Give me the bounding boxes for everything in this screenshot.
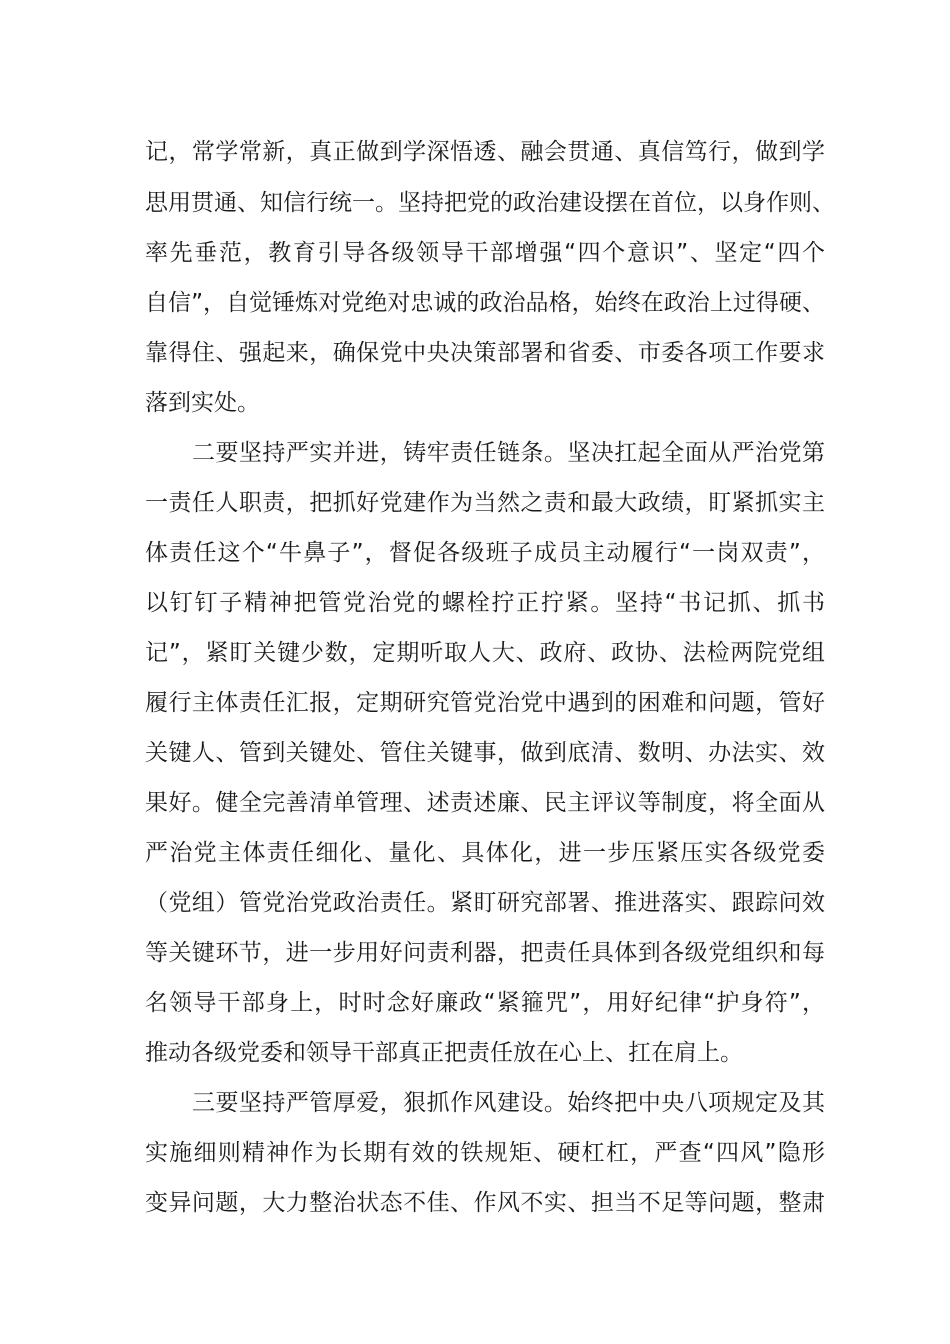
paragraph-first-line: 三要坚持严管厚爱，狠抓作风建设。始终把中央八项规定及其 — [192, 1090, 825, 1116]
text-line: 记，常学常新，真正做到学深悟透、融会贯通、真信笃行，做到学 — [145, 139, 825, 165]
text-line: 实施细则精神作为长期有效的铁规矩、硬杠杠，严查“四风”隐形 — [145, 1140, 825, 1166]
text-line: 靠得住、强起来，确保党中央决策部署和省委、市委各项工作要求 — [145, 340, 825, 366]
text-line: （党组）管党治党政治责任。紧盯研究部署、推进落实、跟踪问效 — [145, 890, 825, 916]
text-line: 果好。健全完善清单管理、述责述廉、民主评议等制度，将全面从 — [145, 790, 825, 816]
text-line: 名领导干部身上，时时念好廉政“紧箍咒”，用好纪律“护身符”， — [145, 990, 825, 1016]
text-line: 记”，紧盯关键少数，定期听取人大、政府、政协、法检两院党组 — [145, 640, 825, 666]
text-line: 落到实处。 — [145, 390, 260, 416]
text-line: 推动各级党委和领导干部真正把责任放在心上、扛在肩上。 — [145, 1040, 743, 1066]
text-line: 自信”，自觉锤炼对党绝对忠诚的政治品格，始终在政治上过得硬、 — [145, 290, 825, 316]
text-line: 一责任人职责，把抓好党建作为当然之责和最大政绩，盯紧抓实主 — [145, 490, 825, 516]
text-line: 履行主体责任汇报，定期研究管党治党中遇到的困难和问题，管好 — [145, 690, 825, 716]
text-line: 关键人、管到关键处、管住关键事，做到底清、数明、办法实、效 — [145, 740, 825, 766]
text-line: 率先垂范，教育引导各级领导干部增强“四个意识”、坚定“四个 — [145, 240, 825, 266]
text-line: 以钉钉子精神把管党治党的螺栓拧正拧紧。坚持“书记抓、抓书 — [145, 590, 825, 616]
text-line: 等关键环节，进一步用好问责利器，把责任具体到各级党组织和每 — [145, 940, 825, 966]
paragraph-first-line: 二要坚持严实并进，铸牢责任链条。坚决扛起全面从严治党第 — [192, 440, 825, 466]
text-line: 体责任这个“牛鼻子”，督促各级班子成员主动履行“一岗双责”， — [145, 540, 825, 566]
text-line: 严治党主体责任细化、量化、具体化，进一步压紧压实各级党委 — [145, 840, 825, 866]
text-line: 思用贯通、知信行统一。坚持把党的政治建设摆在首位，以身作则、 — [145, 190, 835, 216]
text-line: 变异问题，大力整治状态不佳、作风不实、担当不足等问题，整肃 — [145, 1190, 825, 1216]
